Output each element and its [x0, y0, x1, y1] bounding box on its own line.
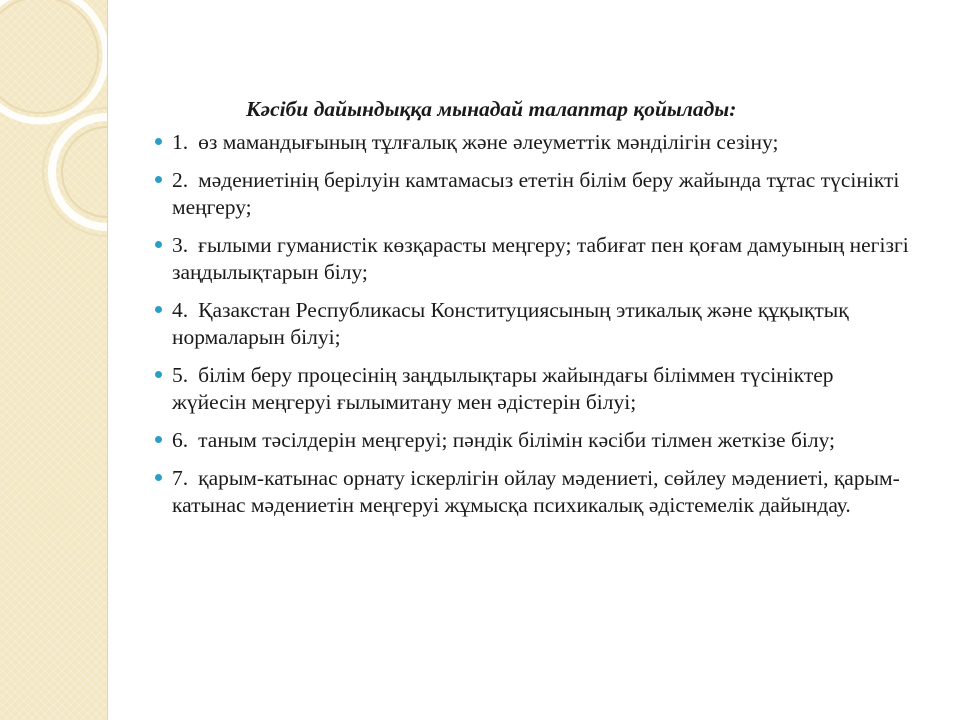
list-item: [150, 465, 910, 519]
item-text: қарым-катынас орнату іскерлігін ойлау мәдениеті, сөйлеу мәдениеті, қарым-катынас мәдениетін меңгеруі жұмысқа психикалық әдістемелік дайындау.: [172, 466, 900, 517]
item-text: ғылыми гуманистік көзқарасты меңгеру; табиғат пен қоғам дамуының негізгі заңдылықтарын білу;: [172, 233, 909, 284]
item-text: өз мамандығының тұлғалық және әлеуметтік мәнділігін сезіну;: [198, 130, 779, 154]
bullet-icon: [155, 474, 162, 481]
item-number: 7.: [172, 466, 189, 490]
item-number: 3.: [172, 233, 189, 257]
item-number: 6.: [172, 428, 189, 452]
item-text: таным тәсілдерін меңгеруі; пәндік білімін кәсіби тілмен жеткізе білу;: [198, 428, 836, 452]
slide-content: [150, 96, 910, 530]
item-text: білім беру процесінің заңдылықтары жайындағы біліммен түсініктер жүйесін меңгеруі ғылымитану мен әдістерін білуі;: [172, 363, 834, 414]
list-item: [150, 167, 910, 221]
list-item: [150, 129, 910, 156]
bullet-icon: [155, 176, 162, 183]
slide-heading: Кәсіби дайындыққа мынадай талаптар қойылады:: [246, 97, 737, 121]
list-item: [150, 297, 910, 351]
item-number: 1.: [172, 130, 189, 154]
bullet-icon: [155, 306, 162, 313]
item-number: 4.: [172, 298, 189, 322]
bullet-icon: [155, 138, 162, 145]
item-text: мәдениетінің берілуін камтамасыз ететін білім беру жайында тұтас түсінікті меңгеру;: [172, 168, 900, 219]
bullet-icon: [155, 371, 162, 378]
decorative-rings-icon: [0, 0, 107, 720]
bullet-icon: [155, 241, 162, 248]
list-item: [150, 427, 910, 454]
decorative-side-panel: [0, 0, 107, 720]
item-text: Қазакстан Республикасы Конституциясының этикалық және құқықтық нормаларын білуі;: [172, 298, 849, 349]
list-item: [150, 232, 910, 286]
panel-divider: [107, 0, 108, 720]
bullet-icon: [155, 436, 162, 443]
item-number: 5.: [172, 363, 189, 387]
item-number: 2.: [172, 168, 189, 192]
requirements-list: [150, 129, 910, 519]
list-item: [150, 362, 910, 416]
